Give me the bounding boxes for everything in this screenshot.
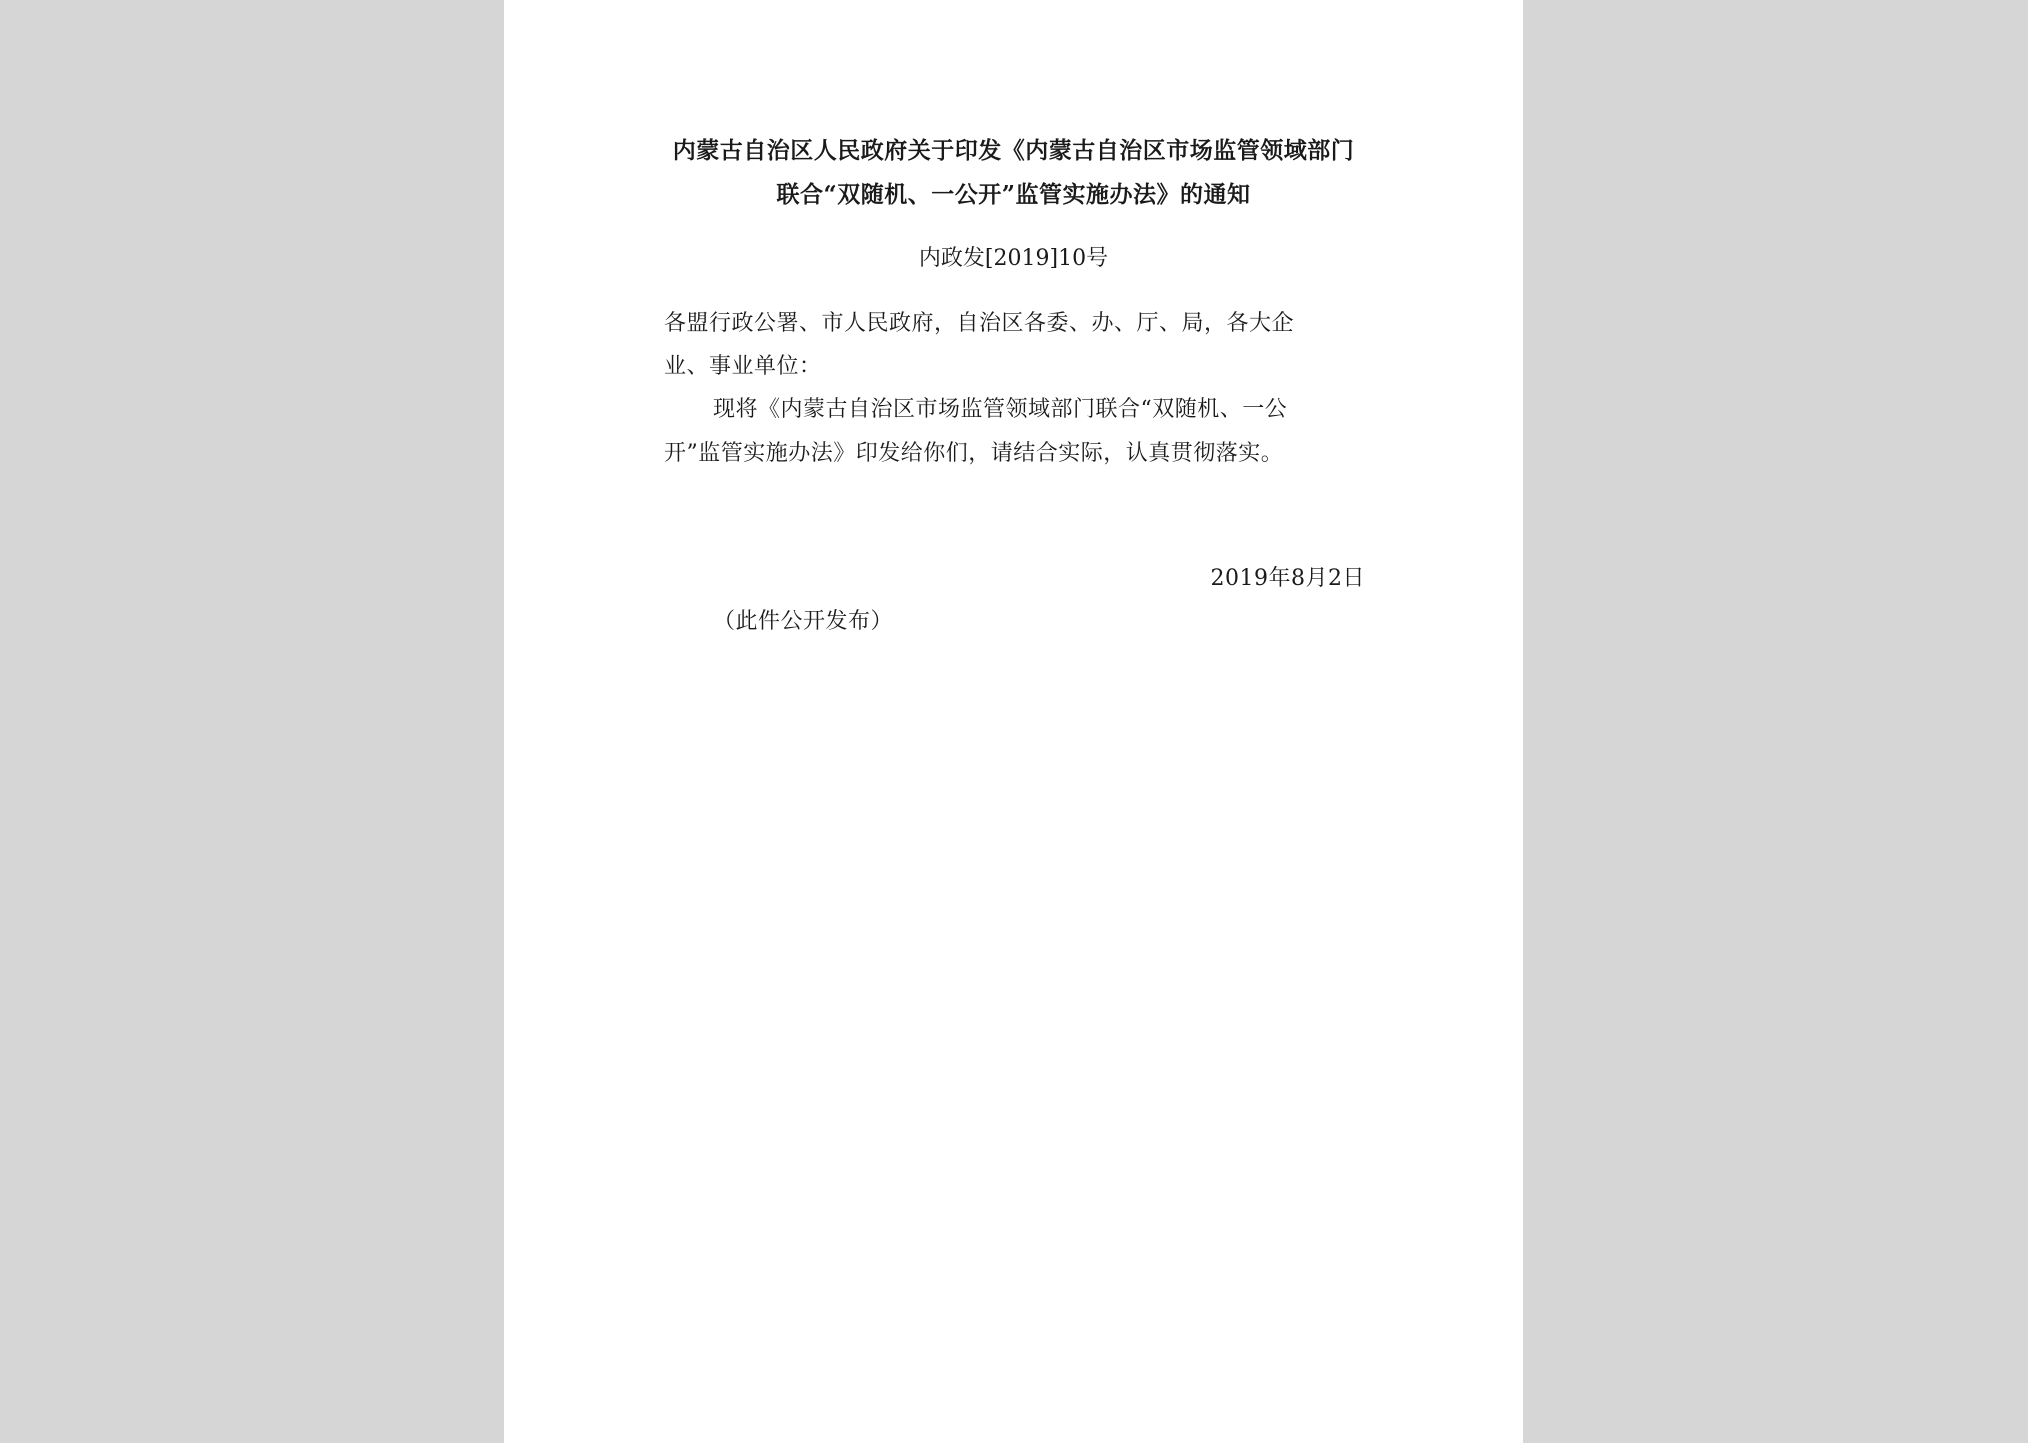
addressee-line-2: 业、事业单位：	[664, 354, 822, 379]
publication-note: （此件公开发布）	[713, 609, 894, 634]
addressee-line-1: 各盟行政公署、市人民政府，自治区各委、办、厅、局，各大企	[664, 311, 1295, 336]
body-line-2: 开”监管实施办法》印发给你们，请结合实际，认真贯彻落实。	[664, 441, 1284, 466]
document-page	[504, 0, 1523, 1443]
document-number: 内政发[2019]10号	[918, 246, 1109, 271]
document-title-line-2: 联合“双随机、一公开”监管实施办法》的通知	[776, 181, 1251, 208]
body-line-1: 现将《内蒙古自治区市场监管领域部门联合“双随机、一公	[713, 397, 1288, 422]
issue-date: 2019年8月2日	[1210, 566, 1365, 591]
document-title-line-1: 内蒙古自治区人民政府关于印发《内蒙古自治区市场监管领域部门	[672, 137, 1355, 164]
